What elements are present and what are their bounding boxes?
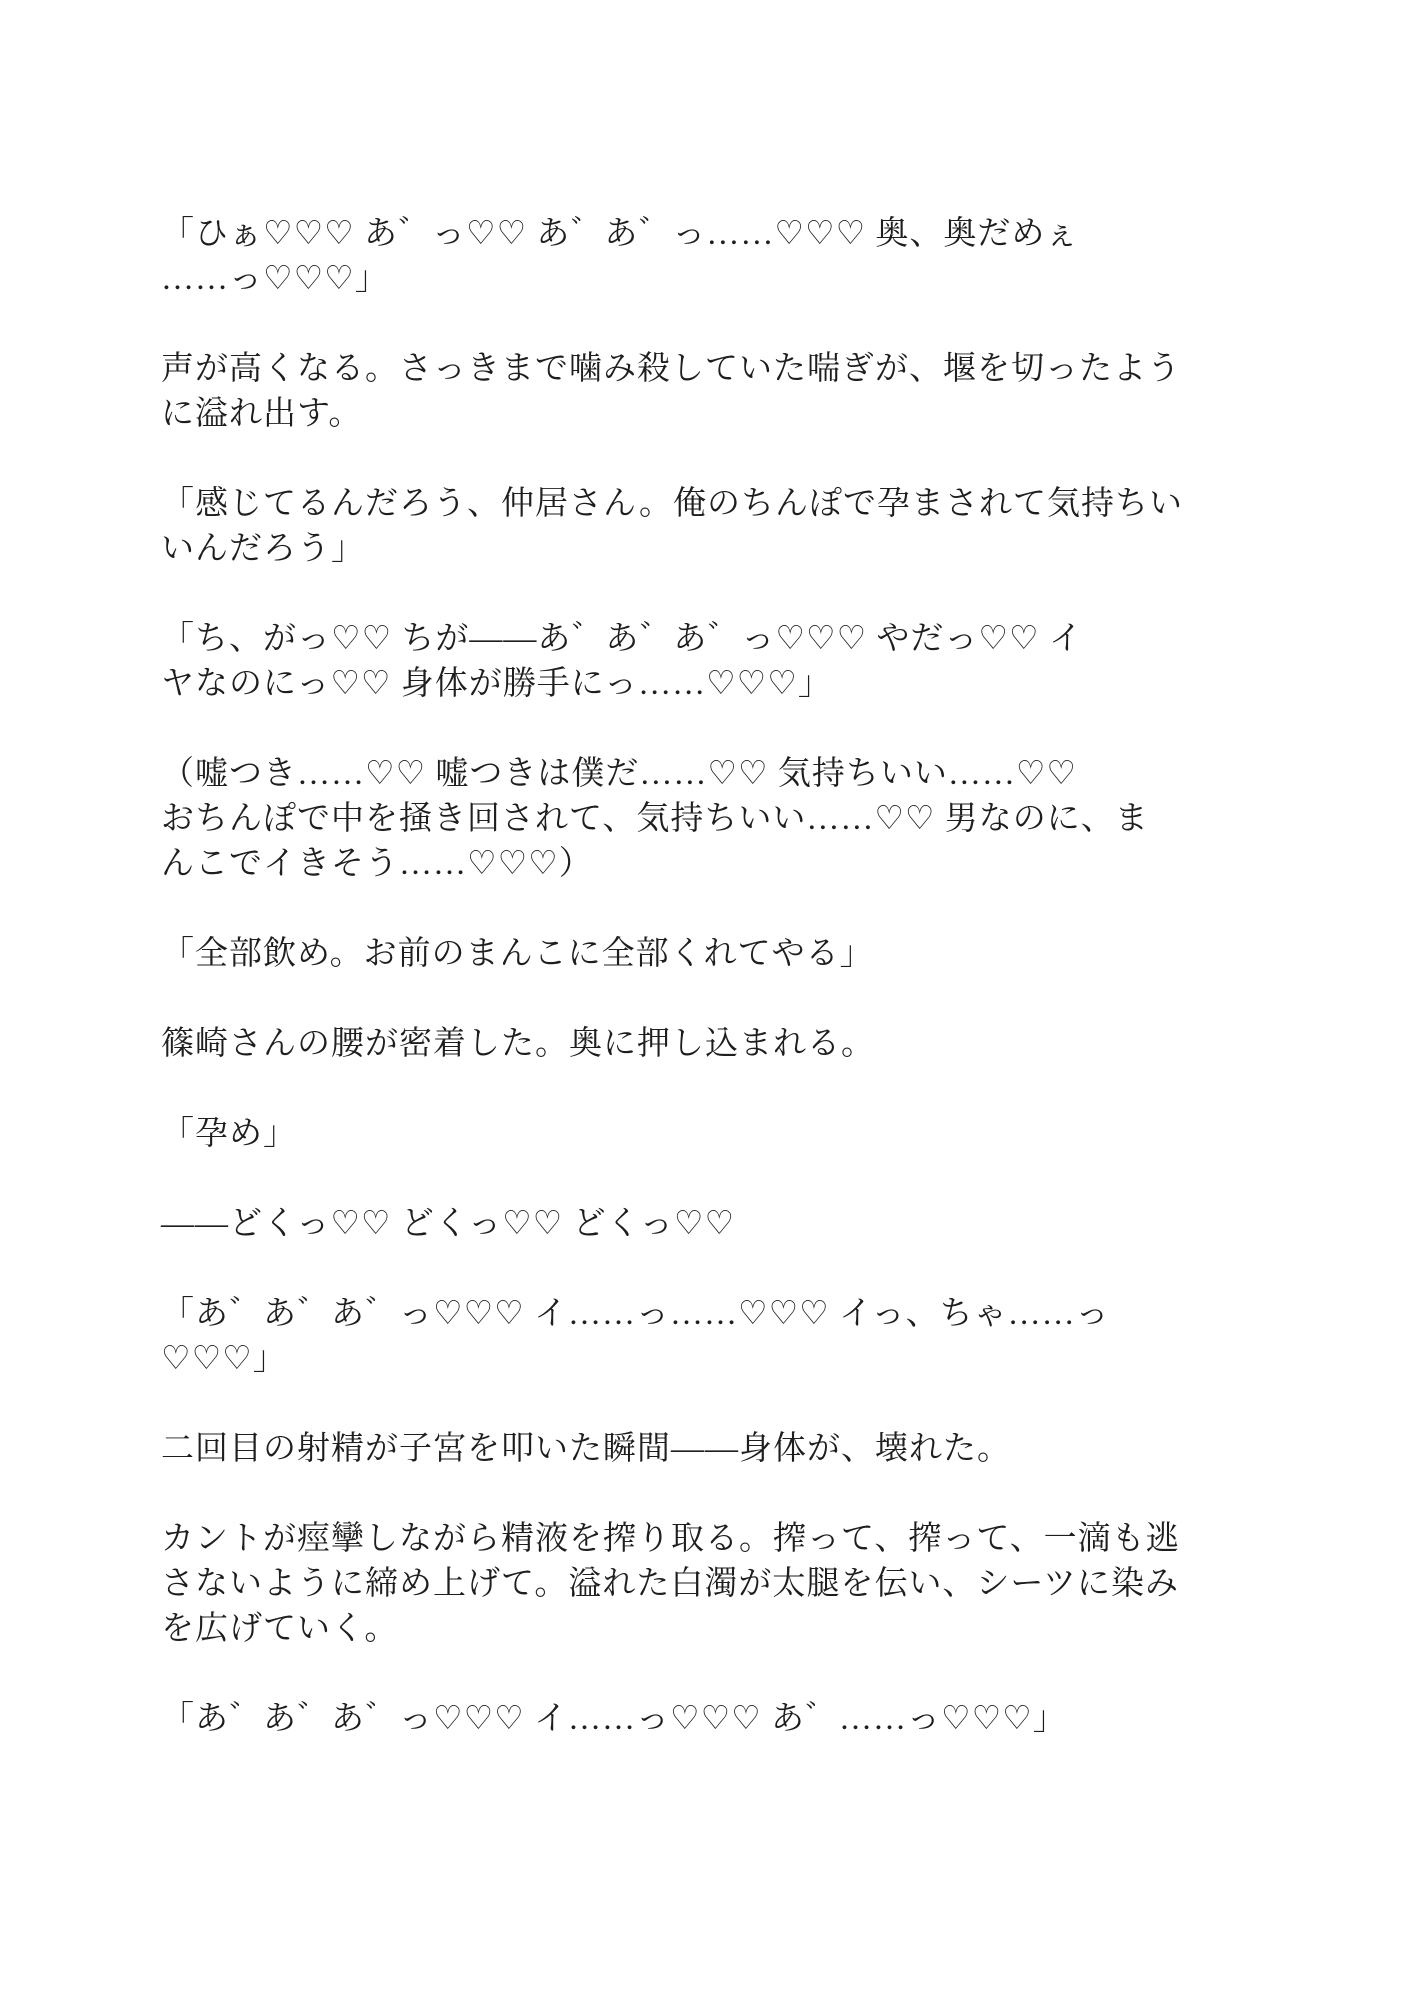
- paragraph: 二回目の射精が子宮を叩いた瞬間――身体が、壊れた。: [161, 1431, 1011, 1467]
- paragraph: 篠崎さんの腰が密着した。奥に押し込まれる。: [161, 1026, 875, 1062]
- paragraph: 声が高くなる。さっきまで噛み殺していた喘ぎが、堰を切ったよう に溢れ出す。: [161, 351, 1181, 432]
- paragraph: 「全部飲め。お前のまんこに全部くれてやる」: [161, 936, 874, 972]
- paragraph: カントが痙攣しながら精液を搾り取る。搾って、搾って、一滴も逃 さないように締め上げて。溢れた白濁が太腿を伝い、シーツに染み を広げていく。: [161, 1521, 1180, 1647]
- paragraph: 「ち、がっ♡♡ ちが――あ゛あ゛あ゛っ♡♡♡ やだっ♡♡ イ ヤなのにっ♡♡ 身体が勝手にっ……♡♡♡」: [161, 621, 1083, 702]
- paragraph: （嘘つき……♡♡ 嘘つきは僕だ……♡♡ 気持ちいい……♡♡ おちんぽで中を掻き回されて、気持ちいい……♡♡ 男なのに、ま んこでイきそう……♡♡♡）: [161, 756, 1149, 882]
- paragraph: 「あ゛あ゛あ゛っ♡♡♡ イ……っ♡♡♡ あ゛……っ♡♡♡」: [161, 1701, 1067, 1737]
- paragraph: 「感じてるんだろう、仲居さん。俺のちんぽで孕まされて気持ちい いんだろう」: [161, 486, 1183, 567]
- paragraph: 「あ゛あ゛あ゛っ♡♡♡ イ……っ……♡♡♡ イっ、ちゃ……っ ♡♡♡」: [161, 1296, 1110, 1377]
- paragraph: 「ひぁ♡♡♡ あ゛っ♡♡ あ゛あ゛っ……♡♡♡ 奥、奥だめぇ ……っ♡♡♡」: [161, 216, 1080, 297]
- paragraph: 「孕め」: [161, 1116, 297, 1152]
- paragraph: ――どくっ♡♡ どくっ♡♡ どくっ♡♡: [161, 1206, 736, 1242]
